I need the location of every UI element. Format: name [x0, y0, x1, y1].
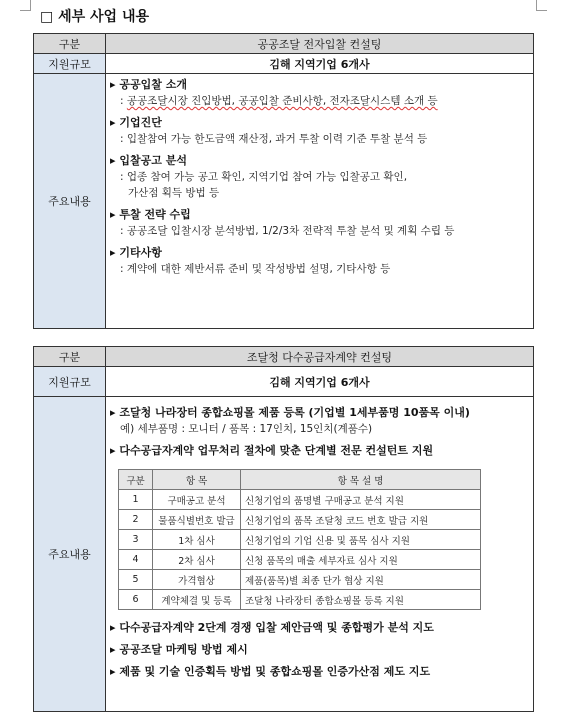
table-row	[119, 490, 481, 510]
table-row	[119, 510, 481, 530]
row-item: 2차 심사	[153, 550, 241, 570]
row-number: 2	[119, 510, 153, 530]
row-number: 4	[119, 550, 153, 570]
list-item-title: ▸ 공공입찰 소개	[110, 78, 187, 91]
header-cell: 항 목 설 명	[241, 470, 481, 490]
row-description: 신청기업의 품명별 구매공고 분석 지원	[241, 490, 481, 510]
row-number: 6	[119, 590, 153, 610]
table-row	[119, 550, 481, 570]
table-row	[119, 590, 481, 610]
col-label: 구분	[34, 34, 106, 54]
row-item: 1차 심사	[153, 530, 241, 550]
main-content-label: 주요내용	[34, 74, 106, 329]
list-item-title: ▸ 기타사항	[110, 246, 162, 259]
consulting-table-1	[33, 33, 534, 329]
list-item-detail: : 공공조달시장 진입방법, 공공입찰 준비사항, 전자조달시스템 소개 등	[120, 95, 438, 107]
row-description: 제품(품목)별 최종 단가 협상 지원	[241, 570, 481, 590]
process-table-header	[119, 470, 481, 490]
col-label: 구분	[34, 347, 106, 367]
list-item-title: ▸ 조달청 나라장터 종합쇼핑몰 제품 등록 (기업별 1세부품명 10품목 이내)	[110, 406, 470, 419]
main-content-label: 주요내용	[34, 397, 106, 712]
list-item-detail: 가산점 획득 방법 등	[128, 187, 220, 199]
table-row	[119, 570, 481, 590]
table-title: 조달청 다수공급자계약 컨설팅	[106, 347, 534, 367]
list-item-detail: : 공공조달 입찰시장 분석방법, 1/2/3차 전략적 투찰 분석 및 계획 수립 등	[120, 225, 455, 237]
row-description: 신청 품목의 매출 세부자료 심사 지원	[241, 550, 481, 570]
main-content-cell	[106, 397, 534, 712]
row-item: 구매공고 분석	[153, 490, 241, 510]
list-item-title: ▸ 공공조달 마케팅 방법 제시	[110, 643, 248, 656]
table-title: 공공조달 전자입찰 컨설팅	[106, 34, 534, 54]
list-item-detail: 예) 세부품명 : 모니터 / 품목 : 17인치, 15인치(계품수)	[120, 423, 373, 435]
header-cell: 구분	[119, 470, 153, 490]
table-row	[119, 530, 481, 550]
row-number: 1	[119, 490, 153, 510]
scale-label: 지원규모	[34, 367, 106, 397]
row-item: 물품식별번호 발급	[153, 510, 241, 530]
scale-label: 지원규모	[34, 54, 106, 74]
list-item-detail: : 계약에 대한 제반서류 준비 및 작성방법 설명, 기타사항 등	[120, 263, 391, 275]
row-description: 신청기업의 기업 신용 및 품목 심사 지원	[241, 530, 481, 550]
consulting-table-2	[33, 346, 534, 712]
process-table	[118, 469, 481, 610]
scale-value: 김해 지역기업 6개사	[106, 367, 534, 397]
list-item-title: ▸ 다수공급자계약 업무처리 절차에 맞춘 단계별 전문 컨설턴트 지원	[110, 444, 434, 457]
row-description: 조달청 나라장터 종합쇼핑몰 등록 지원	[241, 590, 481, 610]
main-content-cell	[106, 74, 534, 329]
list-item-detail: : 업종 참여 가능 공고 확인, 지역기업 참여 가능 입찰공고 확인,	[120, 171, 408, 183]
list-item-title: ▸ 기업진단	[110, 116, 162, 129]
row-number: 3	[119, 530, 153, 550]
row-description: 신청기업의 품목 조달청 코드 번호 발급 지원	[241, 510, 481, 530]
row-item: 가격협상	[153, 570, 241, 590]
section-heading: □ 세부 사업 내용	[40, 9, 149, 25]
list-item-title: ▸ 투찰 전략 수립	[110, 208, 191, 221]
row-item: 계약체결 및 등록	[153, 590, 241, 610]
list-item-detail: : 입찰참여 가능 한도금액 재산정, 과거 투찰 이력 기준 투찰 분석 등	[120, 133, 428, 145]
corner-mark-right	[536, 0, 547, 11]
list-item-title: ▸ 제품 및 기술 인증획득 방법 및 종합쇼핑몰 인증가산점 제도 지도	[110, 665, 431, 678]
header-cell: 항 목	[153, 470, 241, 490]
list-item-title: ▸ 다수공급자계약 2단계 경쟁 입찰 제안금액 및 종합평가 분석 지도	[110, 621, 434, 634]
corner-mark-left	[20, 0, 31, 11]
scale-value: 김해 지역기업 6개사	[106, 54, 534, 74]
list-item-title: ▸ 입찰공고 분석	[110, 154, 187, 167]
row-number: 5	[119, 570, 153, 590]
